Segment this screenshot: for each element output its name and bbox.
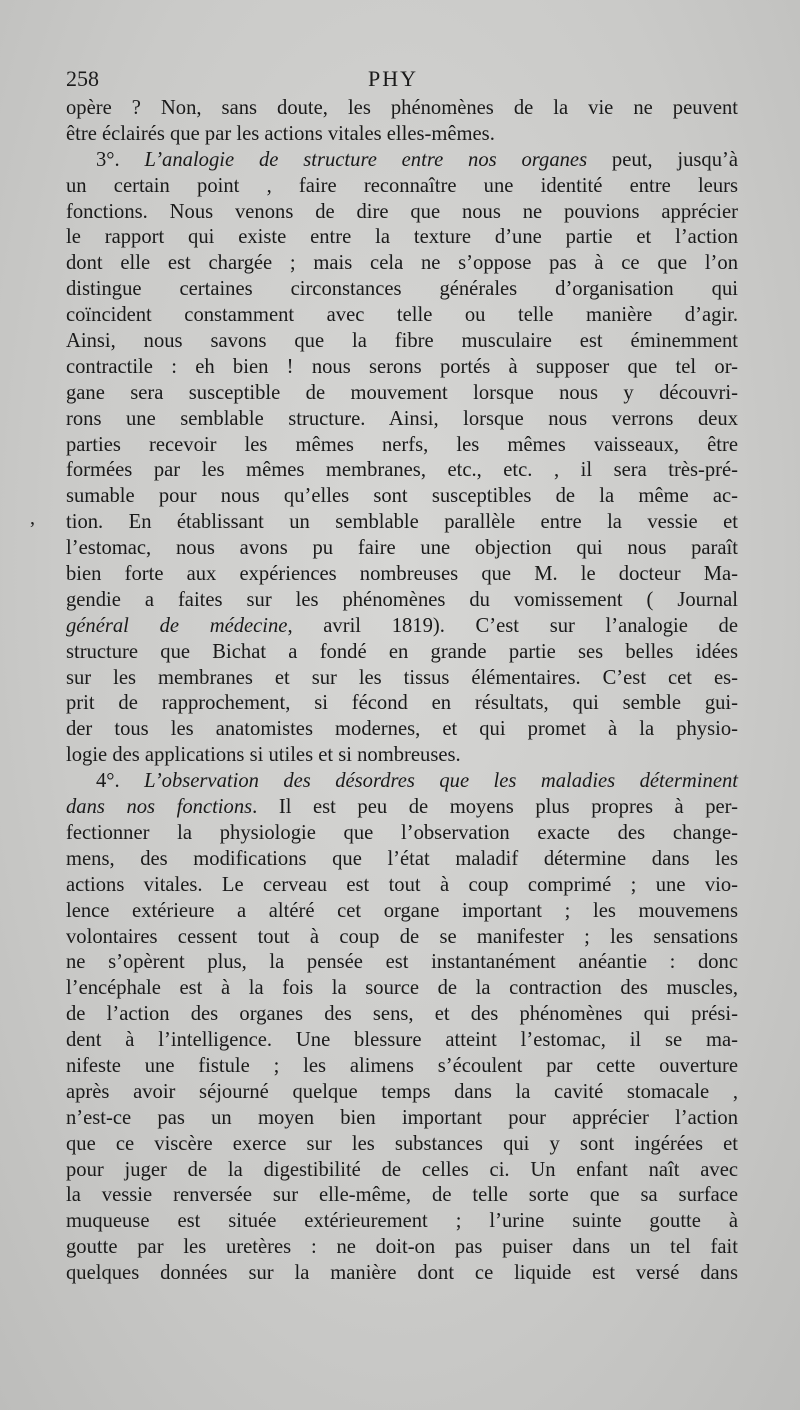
text-line: un certain point , faire reconnaître une identité entre leurs [66, 174, 738, 197]
text-line: goutte par les uretères : ne doit-on pas puiser dans un tel fait [66, 1236, 738, 1259]
text-line [66, 148, 738, 174]
section-heading: dans nos fonctions [66, 796, 253, 819]
text-line: être éclairés que par les actions vitales elles-mêmes. [66, 122, 495, 145]
text-line: volontaires cessent tout à coup de se manifester ; les sensations [66, 925, 738, 948]
text-line [66, 614, 738, 640]
text-line: mens, des modifications que l’état maladif détermine dans les [66, 847, 738, 870]
text-line: rons une semblable structure. Ainsi, lorsque nous verrons deux [66, 407, 738, 430]
page-header [66, 62, 738, 96]
journal-title: général de médecine [66, 614, 288, 637]
text-line: sur les membranes et sur les tissus élémentaires. C’est cet es- [66, 666, 738, 689]
text-line: dont elle est chargée ; mais cela ne s’oppose pas à ce que l’on [66, 252, 738, 275]
text-line: distingue certaines circonstances générales d’organisation qui [66, 278, 738, 301]
text-line: n’est-ce pas un moyen bien important pour apprécier l’action [66, 1106, 738, 1129]
text-line: parties recevoir les mêmes nerfs, les mêmes vaisseaux, être [66, 433, 738, 456]
text-line: logie des applications si utiles et si nombreuses. [66, 744, 461, 767]
body-text [66, 96, 738, 1287]
text-line: bien forte aux expériences nombreuses que M. le docteur Ma- [66, 563, 738, 586]
text-line: l’estomac, nous avons pu faire une objection qui nous paraît [66, 537, 738, 560]
section-number: 3°. [96, 148, 145, 171]
text-line: le rapport qui existe entre la texture d’une partie et l’action [66, 226, 738, 249]
running-head: PHY [368, 66, 419, 91]
text-line: structure que Bichat a fondé en grande partie ses belles idées [66, 640, 738, 663]
text-line [66, 795, 738, 821]
text-line: dent à l’intelligence. Une blessure atteint l’estomac, il se ma- [66, 1029, 738, 1052]
text-line: la vessie renversée sur elle-même, de telle sorte que sa surface [66, 1184, 738, 1207]
text-line: quelques données sur la manière dont ce liquide est versé dans [66, 1262, 738, 1285]
section-heading: L’analogie de structure entre nos organes [144, 148, 588, 171]
text-line: de l’action des organes des sens, et des phénomènes qui prési- [66, 1003, 738, 1026]
section-heading: L’observation des désordres que les maladies déterminent [144, 770, 738, 793]
text-line: opère ? Non, sans doute, les phénomènes de la vie ne peuvent [66, 97, 738, 119]
text-line: l’encéphale est à la fois la source de la contraction des muscles, [66, 977, 738, 1000]
text-line: muqueuse est située extérieurement ; l’urine suinte goutte à [66, 1210, 738, 1233]
text-line: coïncident constamment avec telle ou telle manière d’agir. [66, 304, 738, 327]
text-run: peut, jusqu’à [587, 148, 738, 171]
text-line: der tous les anatomistes modernes, et qui promet à la physio- [66, 718, 738, 741]
text-line: fonctions. Nous venons de dire que nous ne pouvions apprécier [66, 200, 738, 223]
text-line: après avoir séjourné quelque temps dans la cavité stomacale , [66, 1080, 738, 1103]
text-line: fectionner la physiologie que l’observation exacte des change- [66, 821, 738, 844]
text-line: actions vitales. Le cerveau est tout à coup comprimé ; une vio- [66, 873, 738, 896]
text-line: tion. En établissant un semblable parallèle entre la vessie et [66, 511, 738, 534]
text-line: prit de rapprochement, si fécond en résultats, qui semble gui- [66, 692, 738, 715]
text-line: Ainsi, nous savons que la fibre musculaire est éminemment [66, 330, 738, 353]
text-line: gane sera susceptible de mouvement lorsque nous y découvri- [66, 381, 738, 404]
text-line: lence extérieure a altéré cet organe important ; les mouvemens [66, 899, 738, 922]
text-line: que ce viscère exerce sur les substances qui y sont ingérées et [66, 1132, 738, 1155]
text-line [66, 769, 738, 795]
margin-mark: , [30, 507, 35, 529]
text-run: , avril 1819). C’est sur l’analogie de [287, 614, 738, 637]
text-line: gendie a faites sur les phénomènes du vomissement ( Journal [66, 588, 738, 611]
text-line: nifeste une fistule ; les alimens s’écoulent par cette ouverture [66, 1054, 738, 1077]
page-number: 258 [66, 66, 99, 91]
text-line: formées par les mêmes membranes, etc., etc. , il sera très-pré- [66, 459, 738, 482]
text-line: sumable pour nous qu’elles sont susceptibles de la même ac- [66, 485, 738, 508]
section-number: 4°. [96, 770, 145, 793]
text-line: contractile : eh bien ! nous serons portés à supposer que tel or- [66, 355, 738, 378]
text-line: pour juger de la digestibilité de celles ci. Un enfant naît avec [66, 1158, 738, 1181]
text-line: ne s’opèrent plus, la pensée est instantanément anéantie : donc [66, 951, 738, 974]
text-run: . Il est peu de moyens plus propres à per- [252, 796, 738, 819]
